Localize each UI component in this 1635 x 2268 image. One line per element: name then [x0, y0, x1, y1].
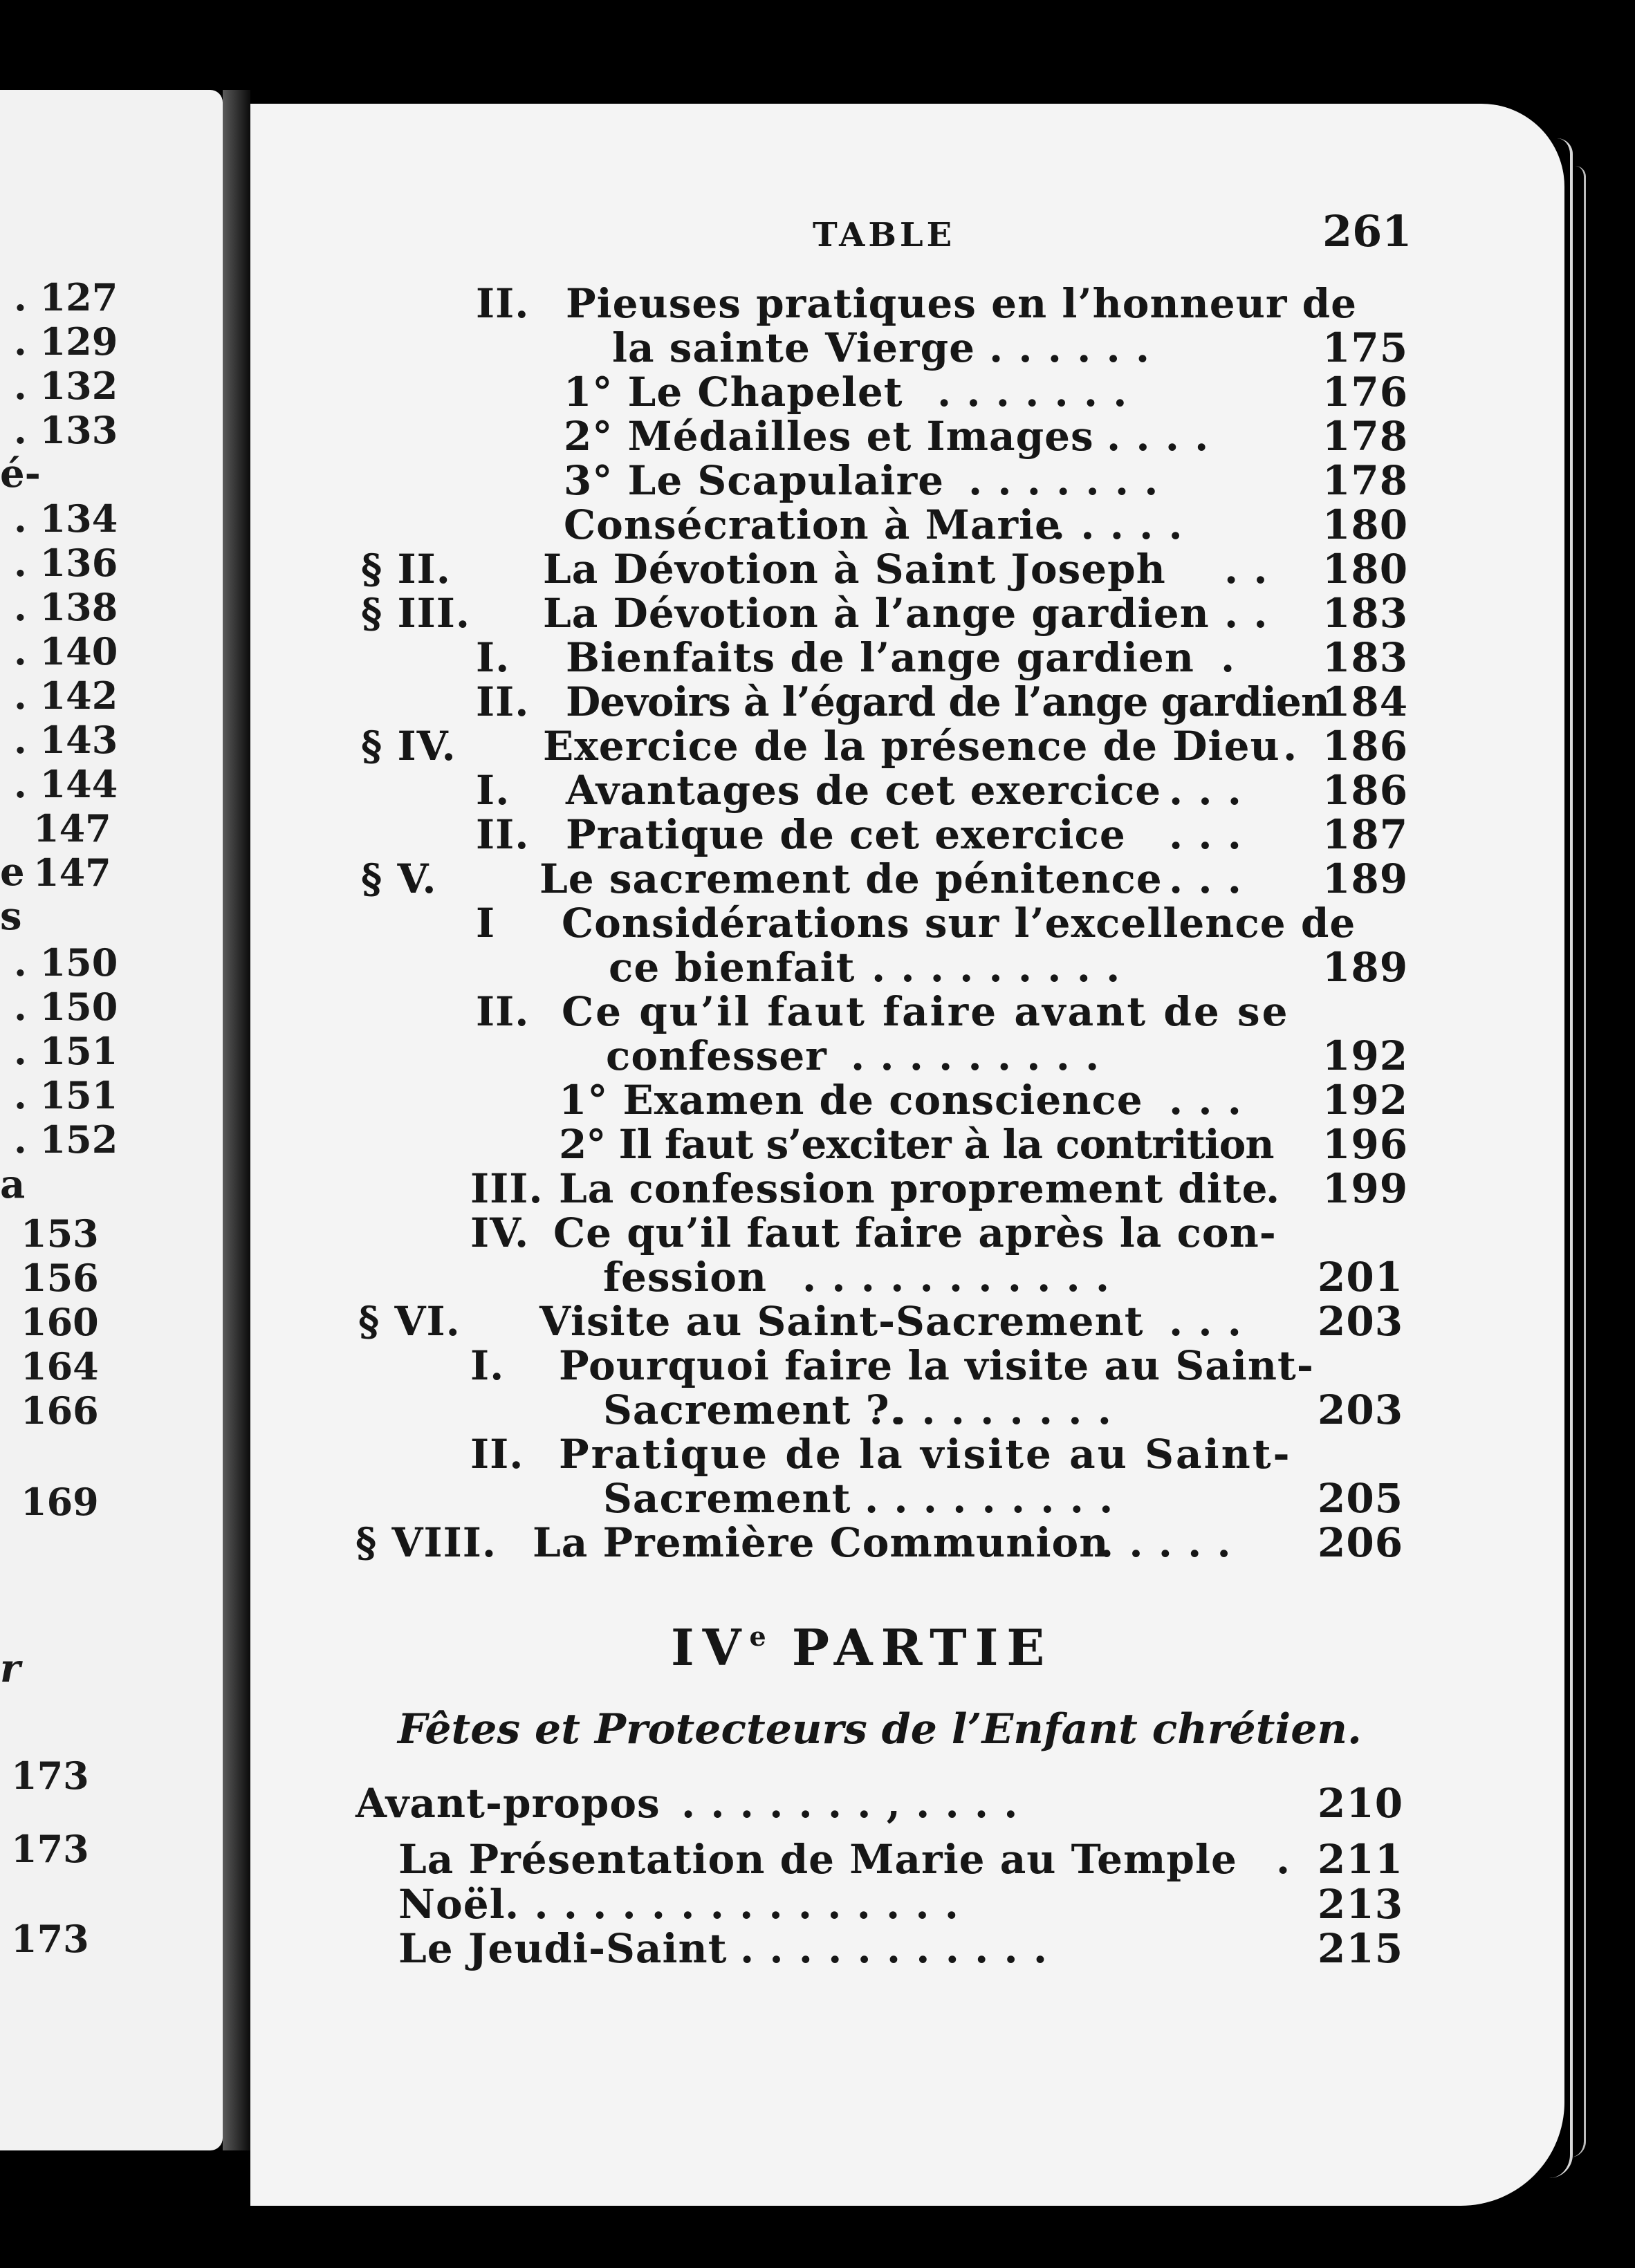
toc-leader-dots: . [1283, 723, 1298, 770]
toc-leader-dots: . . . . . . . . . [851, 1032, 1100, 1079]
toc-entry-page: 211 [1318, 1836, 1404, 1883]
part-word: PARTIE [791, 1618, 1053, 1677]
toc-entry-number: III. [470, 1165, 544, 1212]
toc-entry-title: Pratique de la visite au Saint- [559, 1431, 1292, 1478]
left-page-number-value: 152 [39, 1117, 118, 1162]
toc-entry-title: Considérations sur l’excellence de [562, 900, 1356, 947]
toc-leader-dots: . . . . . . . [937, 369, 1128, 416]
left-page-number: 166 [21, 1388, 99, 1433]
left-page-number-value: 150 [39, 940, 118, 985]
toc-leader-dots: . . . . . . [989, 324, 1151, 371]
toc-entry-page: 176 [1322, 369, 1409, 416]
toc-entry-number: IV. [470, 1209, 530, 1256]
toc-entry-title: 2° Médailles et Images [564, 413, 1094, 460]
part-subtitle: Fêtes et Protecteurs de l’Enfant chrétien. [398, 1705, 1362, 1754]
toc-leader-dots: . . [1224, 546, 1268, 593]
toc-leader-dots: . . . [1169, 1298, 1242, 1345]
left-page-fragment: é- [0, 451, 41, 496]
toc-entry-number: § II. [361, 546, 451, 593]
toc-entry-title: La Présentation de Marie au Temple [398, 1836, 1237, 1883]
toc-entry-page: 213 [1318, 1881, 1404, 1928]
left-page-number-value: 138 [39, 585, 118, 629]
toc-leader-dots: . . . [1169, 767, 1242, 814]
toc-entry-title: Avant-propos [355, 1780, 661, 1827]
toc-entry-title: Le sacrement de pénitence [539, 855, 1163, 902]
toc-entry-title: fession [603, 1254, 768, 1301]
toc-entry-number: II. [476, 988, 530, 1035]
toc-entry-title: La Dévotion à l’ange gardien [543, 590, 1210, 637]
toc-entry-title: La Première Communion [533, 1519, 1109, 1566]
toc-entry-title: La Dévotion à Saint Joseph [543, 546, 1166, 593]
left-page-number-value: 134 [39, 496, 118, 541]
toc-entry-number: § III. [361, 590, 471, 637]
toc-entry-title: 1° Le Chapelet [564, 369, 903, 416]
left-page-number-value: 129 [39, 319, 118, 364]
left-page-number-value: 150 [39, 985, 118, 1029]
left-page-number: . 144 [14, 762, 118, 806]
toc-entry-title: la sainte Vierge [612, 324, 976, 371]
page-edge [1549, 138, 1573, 2178]
toc-entry-page: 201 [1318, 1254, 1404, 1301]
toc-entry-title: ce bienfait [609, 944, 856, 991]
left-page-number: 147 [33, 850, 111, 895]
toc-entry-title: Pieuses pratiques en l’honneur de [566, 280, 1358, 327]
toc-entry-page: 183 [1322, 634, 1409, 681]
toc-entry-page: 203 [1318, 1386, 1404, 1433]
left-page-number: . 133 [14, 408, 118, 452]
toc-entry-page: 189 [1322, 855, 1409, 902]
toc-entry-title: Le Jeudi-Saint [398, 1925, 728, 1972]
toc-entry-title: Pourquoi faire la visite au Saint- [559, 1342, 1314, 1389]
left-page-number: 147 [33, 806, 111, 850]
toc-entry-number: II. [476, 678, 530, 725]
left-page-number: . 134 [14, 496, 118, 541]
toc-entry-page: 196 [1322, 1121, 1409, 1168]
left-page-number-value: 140 [39, 629, 118, 673]
toc-entry-title: Ce qu’il faut faire après la con- [553, 1209, 1277, 1256]
left-page-number-value: 136 [39, 541, 118, 585]
left-page-number: 164 [21, 1344, 99, 1388]
toc-leader-dots: . . . . . . . . . [871, 944, 1121, 991]
toc-entry-page: 210 [1318, 1780, 1404, 1827]
toc-leader-dots: . . . . [1107, 413, 1210, 460]
toc-entry-page: 178 [1322, 457, 1409, 504]
toc-entry-title: Exercice de la présence de Dieu [543, 723, 1280, 770]
page-number: 261 [1322, 206, 1412, 257]
running-header: TABLE [813, 216, 956, 254]
left-page-fragment: e [0, 849, 25, 895]
page-edge [1570, 166, 1586, 2157]
toc-entry-page: 189 [1322, 944, 1409, 991]
toc-leader-dots: . . . [1169, 1077, 1242, 1124]
book-gutter [223, 90, 250, 2150]
left-page-number: . 150 [14, 985, 118, 1029]
toc-entry-number: II. [476, 280, 530, 327]
toc-leader-dots: . . . . . . . [968, 457, 1159, 504]
toc-leader-dots: . [1266, 1165, 1281, 1212]
toc-leader-dots: . . . . . . . , . . . . [681, 1780, 1019, 1827]
toc-leader-dots: . . . [1169, 855, 1242, 902]
toc-entry-page: 187 [1322, 811, 1409, 858]
left-page-number: . 151 [14, 1029, 118, 1073]
left-page-number: . 127 [14, 275, 118, 319]
toc-entry-title: 3° Le Scapulaire [564, 457, 945, 504]
toc-leader-dots: . . . . . . . . . . . . . . . . [505, 1881, 959, 1928]
toc-entry-page: 192 [1322, 1032, 1409, 1079]
toc-leader-dots: . . . . . . . . . . . [740, 1925, 1049, 1972]
toc-entry-number: § VI. [358, 1298, 461, 1345]
toc-entry-title: Pratique de cet exercice [566, 811, 1126, 858]
toc-entry-number: § V. [361, 855, 437, 902]
toc-entry-number: § IV. [361, 723, 456, 770]
toc-entry-title: 1° Examen de conscience [559, 1077, 1143, 1124]
toc-leader-dots: . . [1224, 590, 1268, 637]
toc-entry-title: Devoirs à l’égard de l’ange gardien [566, 678, 1329, 725]
left-page-number: . 152 [14, 1117, 118, 1162]
toc-entry-number: II. [476, 811, 530, 858]
left-page-fragment: r [0, 1646, 21, 1691]
toc-entry-title: 2° Il faut s’exciter à la contrition [559, 1121, 1274, 1168]
left-page-fragment: s [0, 893, 22, 939]
toc-entry-page: 175 [1322, 324, 1409, 371]
toc-entry-title: Avantages de cet exercice [566, 767, 1162, 814]
left-page-number: 169 [21, 1480, 99, 1524]
toc-entry-title: Noël [398, 1881, 506, 1928]
left-page-number-value: 143 [39, 718, 118, 762]
toc-entry-title: Ce qu’il faut faire avant de se [562, 988, 1290, 1035]
left-page-number: . 140 [14, 629, 118, 673]
toc-entry-page: 186 [1322, 723, 1409, 770]
toc-leader-dots: . . . . . [1100, 1519, 1232, 1566]
left-page-number-value: 132 [39, 364, 118, 408]
toc-entry-page: 205 [1318, 1475, 1404, 1522]
left-page-number: 173 [11, 1754, 89, 1798]
toc-entry-page: 186 [1322, 767, 1409, 814]
left-page-number: . 132 [14, 364, 118, 408]
left-page-number: . 150 [14, 940, 118, 985]
left-page-number: 173 [11, 1917, 89, 1961]
left-page-number-value: 151 [39, 1073, 118, 1117]
toc-leader-dots: . . . . . . . . [892, 1386, 1112, 1433]
toc-entry-title: Consécration à Marie [564, 501, 1061, 548]
left-page-number-value: 133 [39, 408, 118, 452]
toc-entry-number: I [476, 900, 496, 947]
toc-entry-page: 184 [1322, 678, 1409, 725]
toc-entry-number: § VIII. [355, 1519, 497, 1566]
toc-entry-page: 199 [1322, 1165, 1409, 1212]
toc-entry-page: 215 [1318, 1925, 1404, 1972]
left-page-number: . 129 [14, 319, 118, 364]
toc-entry-number: I. [476, 634, 510, 681]
toc-entry-page: 180 [1322, 546, 1409, 593]
part-heading [671, 1618, 1053, 1677]
toc-entry-page: 183 [1322, 590, 1409, 637]
left-page-number-value: 127 [39, 275, 118, 319]
part-numeral: IV [671, 1618, 750, 1677]
toc-entry-page: 206 [1318, 1519, 1404, 1566]
toc-entry-title: Sacrement [603, 1475, 851, 1522]
left-page-fragment: a [0, 1162, 26, 1207]
part-numeral-suffix: e [749, 1621, 766, 1652]
toc-entry-number: I. [476, 767, 510, 814]
toc-entry-title: Bienfaits de l’ange gardien [566, 634, 1194, 681]
toc-entry-title: Sacrement ?. [603, 1386, 905, 1433]
left-page-number: 156 [21, 1256, 99, 1300]
toc-entry-page: 178 [1322, 413, 1409, 460]
left-page-number: . 136 [14, 541, 118, 585]
left-page-number: . 151 [14, 1073, 118, 1117]
left-page-number: . 138 [14, 585, 118, 629]
left-page-number: 153 [21, 1211, 99, 1256]
left-page-number-value: 142 [39, 673, 118, 718]
toc-leader-dots: . . . . . . . . . . . [802, 1254, 1111, 1301]
left-page-number-value: 144 [39, 762, 118, 806]
toc-entry-page: 203 [1318, 1298, 1404, 1345]
toc-leader-dots: . . . . . [1051, 501, 1183, 548]
left-page-number: . 143 [14, 718, 118, 762]
toc-leader-dots: . [1276, 1836, 1291, 1883]
toc-entry-page: 192 [1322, 1077, 1409, 1124]
toc-entry-title: Visite au Saint-Sacrement [539, 1298, 1144, 1345]
left-page-number: . 142 [14, 673, 118, 718]
toc-entry-page: 180 [1322, 501, 1409, 548]
toc-leader-dots: . [1221, 634, 1236, 681]
left-page-number: 160 [21, 1300, 99, 1344]
toc-entry-number: II. [470, 1431, 524, 1478]
toc-entry-title: La confession proprement dite [559, 1165, 1268, 1212]
toc-entry-number: I. [470, 1342, 505, 1389]
toc-leader-dots: . . . . . . . . . [865, 1475, 1114, 1522]
left-page-number: 173 [11, 1827, 89, 1871]
toc-leader-dots: . . . [1169, 811, 1242, 858]
toc-entry-title: confesser [606, 1032, 827, 1079]
left-page-number-value: 151 [39, 1029, 118, 1073]
